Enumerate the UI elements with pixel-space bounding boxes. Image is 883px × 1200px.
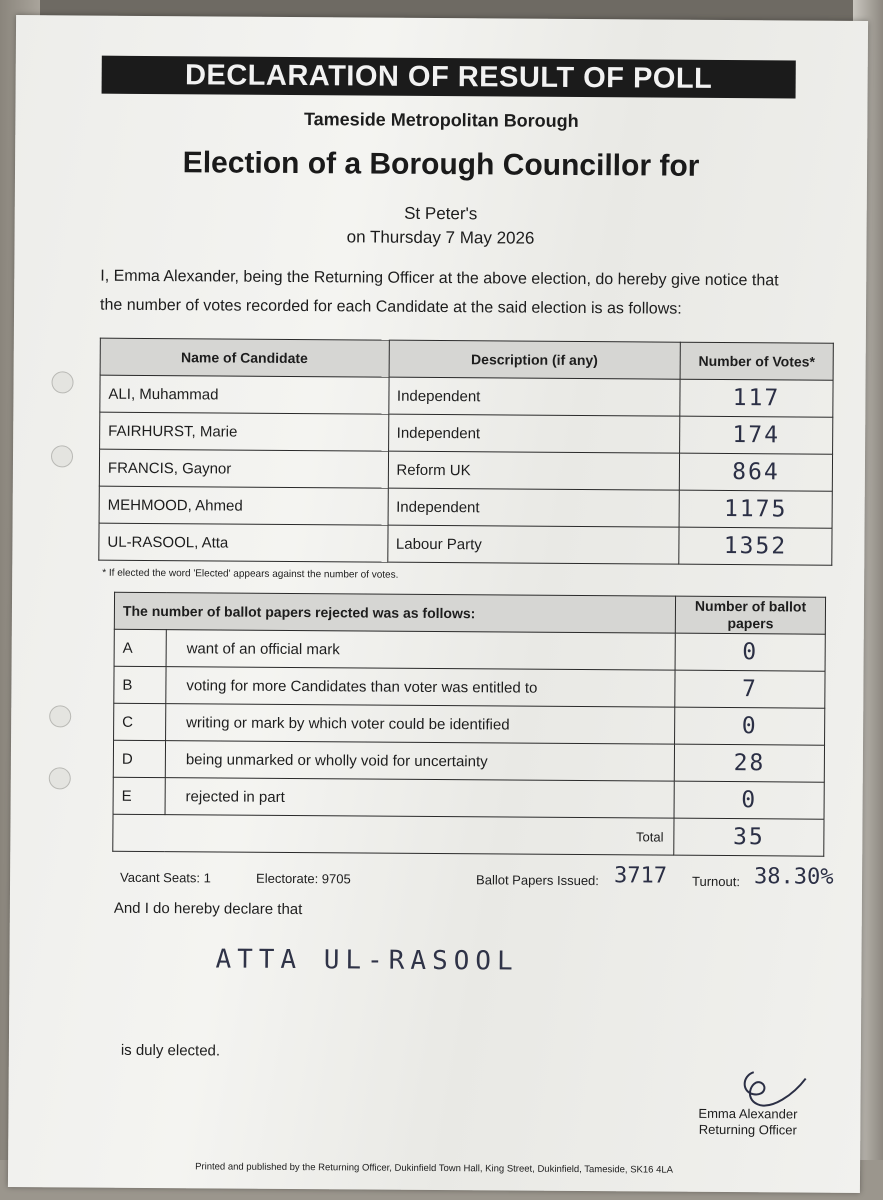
table-row <box>99 523 832 565</box>
candidate-name: UL-RASOOL, Atta <box>99 523 388 562</box>
reason-count: 28 <box>674 744 824 782</box>
reason-count: 7 <box>675 670 825 708</box>
declaration-lead: And I do hereby declare that <box>113 899 303 919</box>
candidate-description: Labour Party <box>387 525 679 564</box>
candidate-votes: 174 <box>680 416 833 454</box>
table-row <box>114 629 825 671</box>
candidate-name: FAIRHURST, Marie <box>100 412 389 451</box>
reason-text: want of an official mark <box>166 630 675 671</box>
candidate-votes: 1352 <box>679 527 832 565</box>
reason-letter: E <box>113 777 165 814</box>
punch-hole <box>51 371 73 393</box>
document-banner: DECLARATION OF RESULT OF POLL <box>102 56 796 99</box>
vacant-seats: Vacant Seats: 1 <box>120 869 211 886</box>
election-date: on Thursday 7 May 2026 <box>346 227 535 248</box>
turnout-label: Turnout: <box>692 873 741 890</box>
declaration-outro: is duly elected. <box>120 1041 221 1060</box>
table-row <box>100 412 833 454</box>
imprint: Printed and published by the Returning Officer, Dukinfield Town Hall, King Street, Dukinfield, Tameside, SK16 4LA <box>195 1161 674 1176</box>
reason-count: 0 <box>675 633 825 671</box>
reason-letter: A <box>114 629 166 666</box>
ballot-papers-value: 3717 <box>614 863 668 889</box>
table-row <box>113 777 824 819</box>
candidates-table <box>98 338 834 566</box>
notice-text: I, Emma Alexander, being the Returning Officer at the above election, do hereby give notice that the number of votes recorded for each Candidate at the said election is as follows: <box>100 267 779 318</box>
table-header-row <box>100 338 833 380</box>
total-row <box>113 814 824 856</box>
electorate: Electorate: 9705 <box>256 870 351 887</box>
total-label: Total <box>113 814 674 855</box>
table-row <box>113 740 824 782</box>
candidate-description: Independent <box>388 414 680 453</box>
punch-hole <box>49 705 71 727</box>
reason-count: 0 <box>675 707 825 745</box>
candidate-name: MEHMOOD, Ahmed <box>99 486 388 525</box>
total-count: 35 <box>674 818 824 856</box>
winner-name: ATTA UL-RASOOL <box>215 944 519 977</box>
rejected-ballots-table <box>112 592 826 857</box>
candidate-name: ALI, Muhammad <box>100 375 389 414</box>
candidate-votes: 864 <box>679 453 832 491</box>
ward-name: St Peter's <box>404 203 478 224</box>
ballot-papers-label: Ballot Papers Issued: <box>476 872 599 889</box>
turnout-value: 38.30% <box>754 864 834 890</box>
borough-name: Tameside Metropolitan Borough <box>303 109 579 131</box>
rejected-heading: The number of ballot papers rejected was as follows: <box>114 592 675 633</box>
table-header-row <box>114 592 825 634</box>
reason-letter: D <box>113 740 165 777</box>
reason-letter: B <box>114 666 166 703</box>
punch-hole <box>49 767 71 789</box>
col-description-header: Description (if any) <box>389 340 681 379</box>
table-row <box>114 703 825 745</box>
candidate-votes: 117 <box>680 379 833 417</box>
officer-name: Emma Alexander <box>698 1105 798 1122</box>
table-row <box>100 375 833 417</box>
reason-text: being unmarked or wholly void for uncertainty <box>165 741 674 782</box>
candidate-description: Independent <box>388 377 680 416</box>
candidate-description: Reform UK <box>388 451 680 490</box>
table-row <box>99 486 832 528</box>
col-votes-header: Number of Votes* <box>680 342 833 380</box>
reason-text: writing or mark by which voter could be identified <box>165 704 674 745</box>
reason-text: rejected in part <box>165 778 674 819</box>
table-row <box>114 666 825 708</box>
election-title: Election of a Borough Councillor for <box>182 146 700 183</box>
punch-hole <box>51 445 73 467</box>
returning-officer <box>698 1106 797 1139</box>
elected-footnote: * If elected the word 'Elected' appears against the number of votes. <box>102 567 399 581</box>
candidate-description: Independent <box>388 488 680 527</box>
declaration-sheet <box>8 15 868 1193</box>
officer-title: Returning Officer <box>698 1121 797 1138</box>
reason-text: voting for more Candidates than voter was entitled to <box>166 667 675 708</box>
candidate-votes: 1175 <box>679 490 832 528</box>
candidate-name: FRANCIS, Gaynor <box>99 449 388 488</box>
table-row <box>99 449 832 491</box>
reason-count: 0 <box>674 781 824 819</box>
reason-letter: C <box>114 703 166 740</box>
col-count-header: Number of ballot papers <box>675 596 825 634</box>
col-name-header: Name of Candidate <box>100 338 389 377</box>
